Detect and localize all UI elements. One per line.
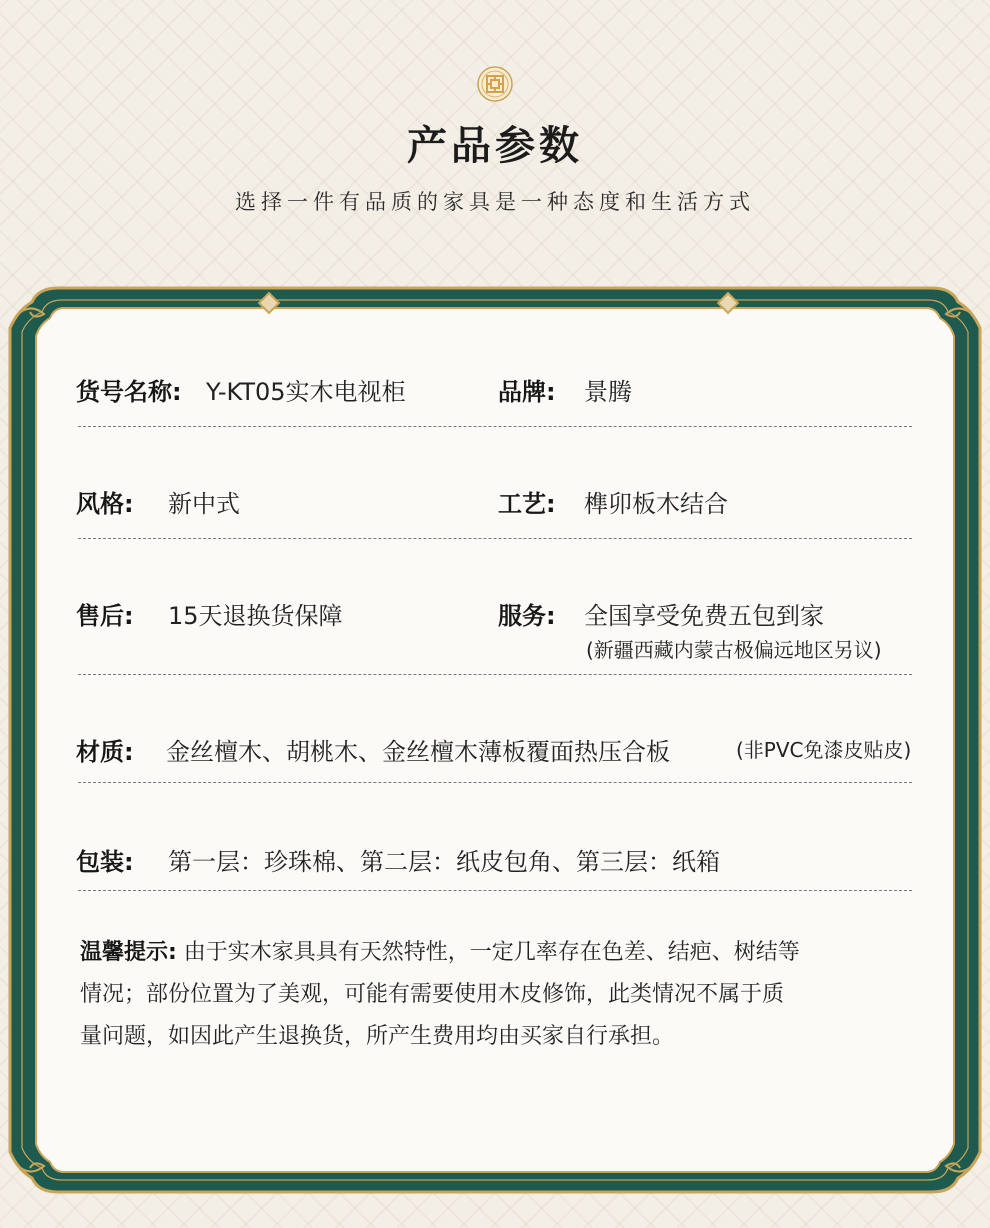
material-note: (非PVC免漆皮贴皮)	[736, 738, 912, 762]
tips-line-2: 情况；部份位置为了美观，可能有需要使用木皮修饰，此类情况不属于质	[80, 982, 785, 1007]
material-label: 材质:	[76, 738, 134, 766]
brand-label: 品牌:	[498, 378, 556, 406]
style-value: 新中式	[168, 490, 240, 518]
row-divider	[78, 426, 912, 427]
page-title: 产品参数	[407, 123, 583, 169]
row-divider	[78, 674, 912, 675]
tips-line-1	[80, 932, 920, 974]
tips-line-3: 量问题，如因此产生退换货，所产生费用均由买家自行承担。	[80, 1024, 675, 1049]
item-name-label: 货号名称:	[76, 378, 182, 406]
row-divider	[78, 890, 912, 891]
service-note: (新疆西藏内蒙古极偏远地区另议)	[586, 638, 882, 662]
style-label: 风格:	[76, 490, 134, 518]
service-label: 服务:	[498, 602, 556, 630]
row-divider	[78, 538, 912, 539]
page-header	[0, 0, 990, 280]
service-value: 全国享受免费五包到家	[584, 602, 824, 630]
chinese-knot-medallion-icon	[477, 66, 513, 102]
warm-tips	[80, 932, 920, 1058]
craft-label: 工艺:	[498, 490, 556, 518]
row-divider	[78, 782, 912, 783]
material-value: 金丝檀木、胡桃木、金丝檀木薄板覆面热压合板	[166, 738, 670, 766]
package-label: 包装:	[76, 848, 134, 876]
aftersale-label: 售后:	[76, 602, 134, 630]
spec-card	[38, 310, 952, 1172]
page-subtitle: 选择一件有品质的家具是一种态度和生活方式	[235, 190, 755, 214]
package-value: 第一层：珍珠棉、第二层：纸皮包角、第三层：纸箱	[168, 848, 720, 876]
tips-label: 温馨提示:	[80, 940, 177, 965]
item-name-value: Y-KT05实木电视柜	[206, 378, 406, 406]
tips-text-1: 由于实木家具具有天然特性，一定几率存在色差、结疤、树结等	[176, 940, 800, 965]
aftersale-value: 15天退换货保障	[168, 602, 343, 630]
brand-value: 景腾	[584, 378, 632, 406]
craft-value: 榫卯板木结合	[584, 490, 728, 518]
